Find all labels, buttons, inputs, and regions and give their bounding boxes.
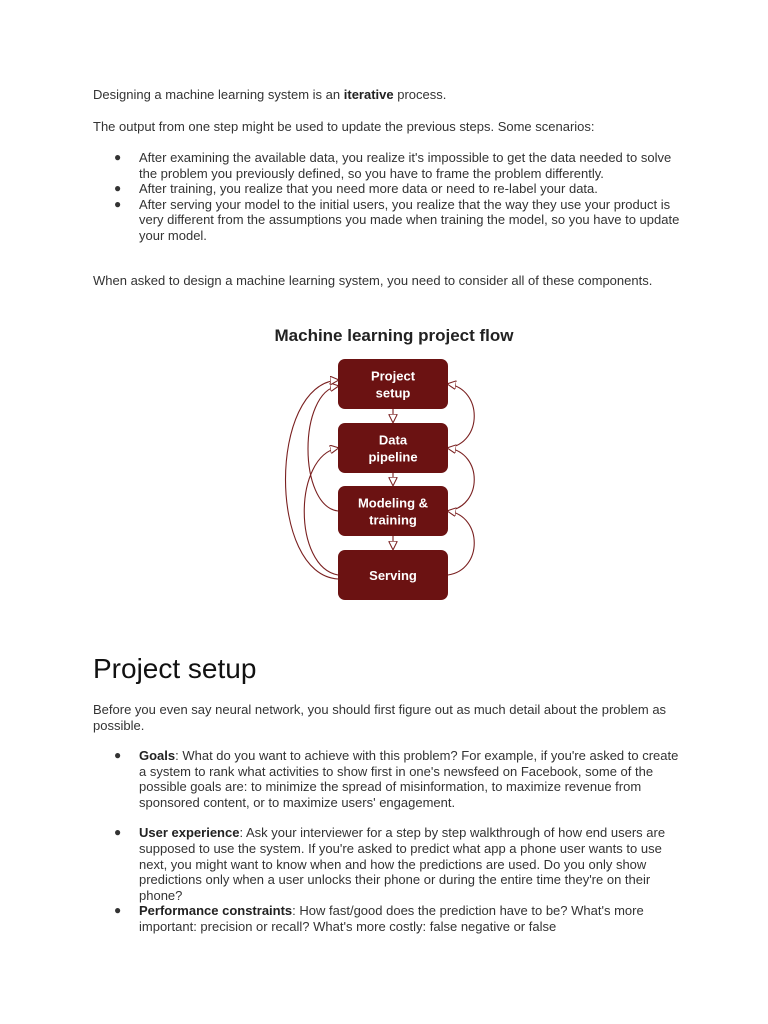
- intro-text-end: process.: [393, 87, 447, 102]
- item-text: : Ask your interviewer for a step by step walkthrough of how end users are supposed to use the system. If you're asked to predict what app a phone user wants to use next, you might want to know when and how the predictions are used. Do you only show predictions only when a user unlocks their phone or during the entire time they're on their phone?: [139, 825, 666, 903]
- list-item: [93, 825, 683, 903]
- item-term: User experience: [139, 825, 240, 841]
- bullet-icon: ●: [114, 150, 122, 164]
- intro-paragraph-3: When asked to design a machine learning system, you need to consider all of these components.: [93, 273, 653, 288]
- intro-bold-iterative: iterative: [343, 87, 394, 102]
- intro-paragraph-2: The output from one step might be used to update the previous steps. Some scenarios:: [93, 119, 595, 134]
- list-item: [93, 748, 683, 810]
- feedback-loop-right: [448, 384, 474, 448]
- scenario-text: After training, you realize that you need more data or need to re-label your data.: [139, 181, 598, 197]
- bullet-icon: ●: [114, 181, 122, 196]
- scenario-text: After examining the available data, you realize it's impossible to get the data needed to solve the problem you previously defined, so you have to frame the problem differently.: [139, 150, 672, 181]
- flow-step-box: [338, 359, 448, 409]
- flow-step-box: [338, 486, 448, 536]
- list-item: [93, 903, 683, 934]
- feedback-loop-right: [448, 448, 474, 511]
- flow-diagram: [246, 320, 542, 615]
- intro-text: Designing a machine learning system is an: [93, 87, 344, 102]
- flow-step-label: Project setup: [370, 368, 416, 401]
- item-text: : How fast/good does the prediction have to be? What's more important: precision or recall? What's more costly: false negative or false: [139, 903, 644, 934]
- bullet-icon: ●: [114, 825, 122, 840]
- feedback-loop-left: [308, 386, 338, 511]
- bullet-icon: ●: [114, 196, 122, 211]
- flow-step-box: [338, 423, 448, 473]
- item-term: Performance constraints: [139, 903, 293, 919]
- flow-step-label: Modeling & training: [357, 495, 429, 528]
- figure-title: Machine learning project flow: [274, 326, 514, 345]
- bullet-icon: ●: [114, 748, 122, 762]
- project-setup-intro: Before you even say neural network, you should first figure out as much detail about the problem as possible.: [93, 702, 667, 733]
- project-setup-list: [93, 748, 683, 935]
- item-text: : What do you want to achieve with this problem? For example, if you're asked to create a system to rank what activities to show first in one's newsfeed on Facebook, some of the possible goals are: to minimize the spread of misinformation, to maximize revenue from sponsored content, or to maximize users' engagement.: [139, 748, 679, 810]
- intro-paragraph-1: [93, 87, 683, 103]
- ml-project-flow-figure: [246, 320, 542, 615]
- scenario-text: After serving your model to the initial users, you realize that the way they use your product is very different from the assumptions you made when training the model, so you have to update your model.: [139, 196, 680, 243]
- section-heading-project-setup: Project setup: [93, 653, 257, 684]
- scenario-list: [93, 150, 683, 244]
- item-term: Goals: [139, 748, 176, 763]
- list-item: [93, 150, 683, 181]
- list-item: [93, 181, 683, 197]
- flow-step-label: Data pipeline: [368, 432, 418, 465]
- bullet-icon: ●: [114, 903, 122, 918]
- list-item: [93, 197, 683, 244]
- flow-step-label: Serving: [369, 568, 417, 583]
- feedback-loop-right: [448, 511, 474, 575]
